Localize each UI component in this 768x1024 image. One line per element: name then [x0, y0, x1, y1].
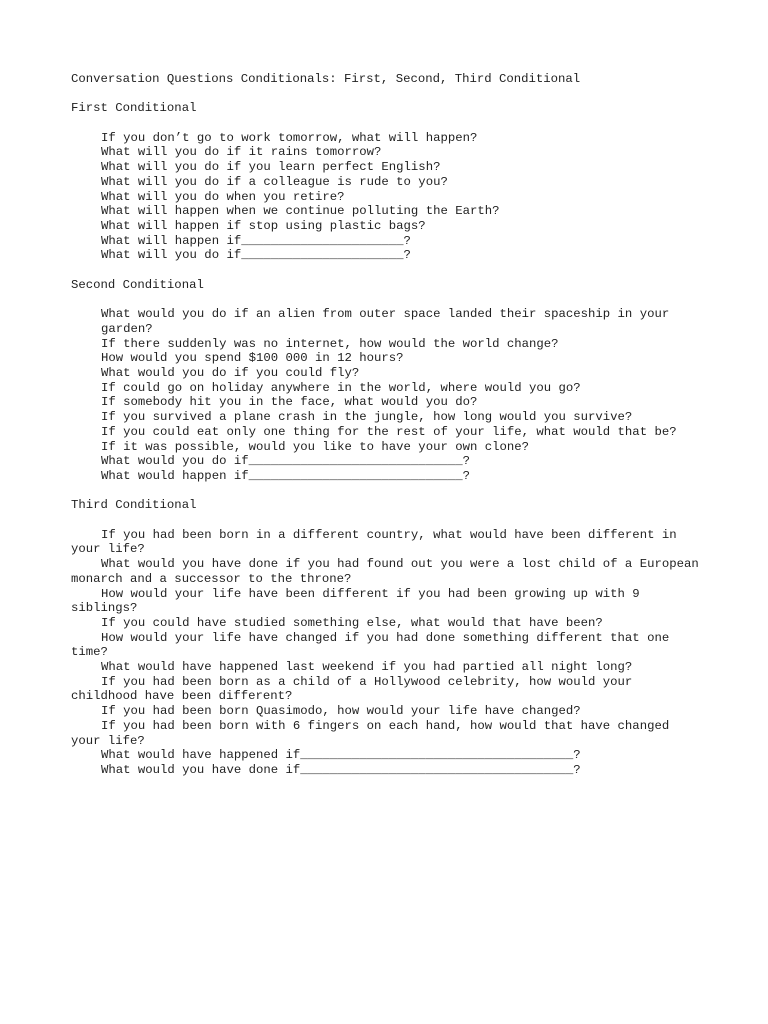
question-item: What will you do if a colleague is rude to you?: [101, 174, 448, 189]
question-item: How would your life have been different if you had been growing up with 9 siblings?: [71, 586, 648, 616]
question-item: If you could have studied something else, what would that have been?: [101, 615, 603, 630]
question-item: If there suddenly was no internet, how would the world change?: [101, 336, 559, 351]
question-list: [71, 131, 701, 263]
question-item: What would you do if an alien from outer space landed their spaceship in your garden?: [101, 307, 677, 336]
section-heading: First Conditional: [71, 101, 197, 116]
question-item: What would you do if_____________________________?: [101, 454, 470, 469]
question-item: If you had been born in a different country, what would have been different in your life?: [71, 527, 684, 557]
question-item: What will happen if______________________?: [101, 233, 411, 248]
section-heading: Third Conditional: [71, 498, 197, 513]
question-item: If you had been born as a child of a Hollywood celebrity, how would your childhood have been different?: [71, 674, 640, 704]
section-third-conditional: [71, 498, 707, 777]
question-item: What would you do if you could fly?: [101, 366, 360, 380]
section-heading: Second Conditional: [71, 277, 204, 292]
question-item: If it was possible, would you like to have your own clone?: [101, 439, 530, 454]
question-item: What would you have done if you had found out you were a lost child of a European monarch and a successor to the throne?: [71, 557, 707, 586]
question-item: What would have happened last weekend if you had partied all night long?: [101, 660, 633, 675]
question-item: If you don’t go to work tomorrow, what will happen?: [101, 130, 478, 145]
question-item: What will you do if______________________?: [101, 248, 411, 263]
question-item: If could go on holiday anywhere in the world, where would you go?: [101, 380, 581, 395]
section-first-conditional: [71, 101, 701, 263]
question-list: [71, 527, 707, 778]
question-item: What will you do if you learn perfect English?: [101, 160, 441, 175]
question-item: What would have happened if_____________________________________?: [101, 748, 581, 763]
question-item: What will you do when you retire?: [101, 189, 345, 204]
question-item: If you survived a plane crash in the jungle, how long would you survive?: [101, 410, 633, 425]
section-second-conditional: [71, 278, 701, 484]
question-item: If you had been born with 6 fingers on each hand, how would that have changed your life?: [71, 718, 677, 748]
document-title: Conversation Questions Conditionals: First, Second, Third Conditional: [71, 72, 581, 86]
question-item: If you could eat only one thing for the rest of your life, what would that be?: [101, 424, 677, 439]
question-item: What would you have done if_____________________________________?: [101, 762, 581, 777]
question-item: What would happen if_____________________________?: [101, 468, 470, 483]
question-list: [71, 307, 701, 483]
question-item: If you had been born Quasimodo, how would your life have changed?: [101, 704, 581, 719]
document-page: [71, 72, 707, 792]
question-item: If somebody hit you in the face, what would you do?: [101, 395, 478, 410]
question-item: What will happen when we continue polluting the Earth?: [101, 204, 500, 219]
question-item: How would your life have changed if you had done something different that one time?: [71, 630, 677, 660]
question-item: What will happen if stop using plastic bags?: [101, 219, 426, 233]
question-item: What will you do if it rains tomorrow?: [101, 145, 382, 160]
question-item: How would you spend $100 000 in 12 hours?: [101, 351, 404, 366]
